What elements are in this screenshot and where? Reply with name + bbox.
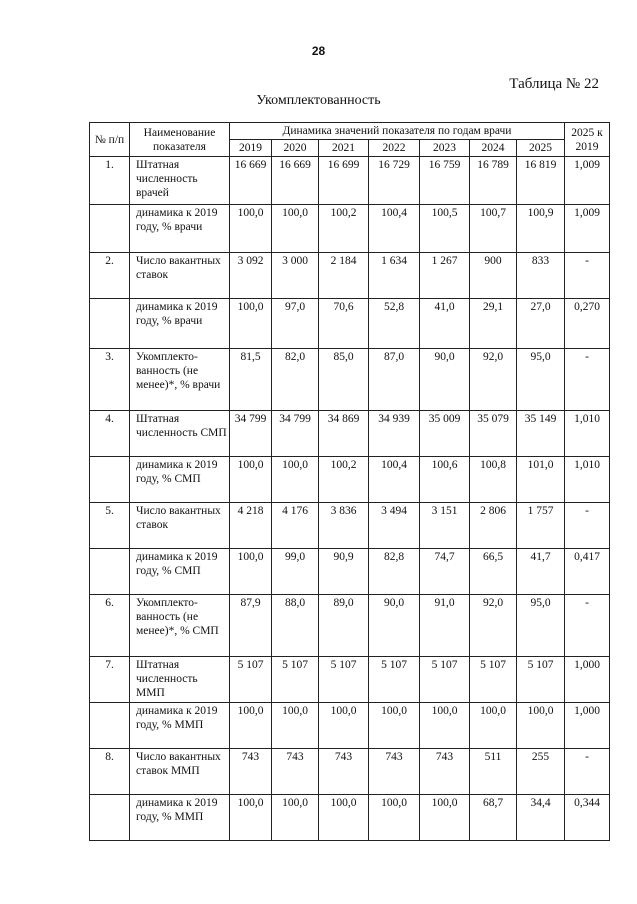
year-value-cell: 74,7 [420,549,470,595]
year-value-cell: 16 729 [369,157,420,205]
row-number-cell [90,205,130,253]
table-row [90,503,610,549]
year-value-cell: 95,0 [517,595,565,657]
header-year: 2024 [470,140,517,157]
year-value-cell: 100,7 [470,205,517,253]
year-value-cell: 92,0 [470,349,517,411]
year-value-cell: 2 184 [319,253,369,299]
year-value-cell: 100,2 [319,205,369,253]
year-value-cell: 66,5 [470,549,517,595]
year-value-cell: 16 699 [319,157,369,205]
table-row [90,595,610,657]
year-value-cell: 100,0 [272,703,319,749]
year-value-cell: 100,0 [272,457,319,503]
year-value-cell: 3 494 [369,503,420,549]
indicator-name-cell: динамика к 2019 году, % СМП [130,457,230,503]
indicator-name-cell: Укомплекто-ванность (не менее)*, % СМП [130,595,230,657]
year-value-cell: 5 107 [319,657,369,703]
year-value-cell: 5 107 [470,657,517,703]
table-label: Таблица № 22 [509,76,599,92]
row-number-cell: 1. [90,157,130,205]
year-value-cell: 100,8 [470,457,517,503]
year-value-cell: 743 [420,749,470,795]
year-value-cell: 41,7 [517,549,565,595]
header-year: 2019 [230,140,272,157]
indicator-name-cell: Число вакантных ставок [130,503,230,549]
year-value-cell: 99,0 [272,549,319,595]
year-value-cell: 82,8 [369,549,420,595]
year-value-cell: 255 [517,749,565,795]
year-value-cell: 35 079 [470,411,517,457]
row-number-cell: 4. [90,411,130,457]
year-value-cell: 35 149 [517,411,565,457]
table-row [90,411,610,457]
year-value-cell: 90,9 [319,549,369,595]
year-value-cell: 100,0 [369,795,420,841]
row-number-cell [90,549,130,595]
year-value-cell: 100,0 [272,205,319,253]
row-number-cell: 3. [90,349,130,411]
ratio-cell: 1,000 [565,657,610,703]
year-value-cell: 34 939 [369,411,420,457]
year-value-cell: 92,0 [470,595,517,657]
table-row [90,749,610,795]
year-value-cell: 3 092 [230,253,272,299]
year-value-cell: 100,0 [319,795,369,841]
year-value-cell: 100,0 [230,457,272,503]
row-number-cell: 8. [90,749,130,795]
year-value-cell: 68,7 [470,795,517,841]
year-value-cell: 1 634 [369,253,420,299]
year-value-cell: 100,0 [230,299,272,349]
indicator-name-cell: Число вакантных ставок ММП [130,749,230,795]
year-value-cell: 100,0 [319,703,369,749]
year-value-cell: 16 759 [420,157,470,205]
year-value-cell: 100,0 [230,205,272,253]
year-value-cell: 16 819 [517,157,565,205]
year-value-cell: 900 [470,253,517,299]
year-value-cell: 81,5 [230,349,272,411]
table-row [90,205,610,253]
year-value-cell: 34 799 [272,411,319,457]
year-value-cell: 91,0 [420,595,470,657]
year-value-cell: 5 107 [420,657,470,703]
indicator-name-cell: динамика к 2019 году, % врачи [130,205,230,253]
header-year: 2025 [517,140,565,157]
year-value-cell: 743 [369,749,420,795]
header-name: Наименование показателя [130,123,230,157]
header-ratio: 2025 к 2019 [565,123,610,157]
year-value-cell: 95,0 [517,349,565,411]
row-number-cell: 5. [90,503,130,549]
year-value-cell: 29,1 [470,299,517,349]
table-row [90,299,610,349]
indicator-name-cell: Штатная численность СМП [130,411,230,457]
document-title: Укомплектованность [256,93,381,108]
year-value-cell: 89,0 [319,595,369,657]
year-value-cell: 90,0 [420,349,470,411]
page-number: 28 [311,44,326,58]
year-value-cell: 100,0 [470,703,517,749]
ratio-cell: 1,009 [565,157,610,205]
table-row [90,157,610,205]
header-year: 2021 [319,140,369,157]
year-value-cell: 5 107 [272,657,319,703]
ratio-cell: 1,009 [565,205,610,253]
header-year: 2020 [272,140,319,157]
year-value-cell: 511 [470,749,517,795]
table-body [90,157,610,841]
year-value-cell: 100,0 [420,795,470,841]
year-value-cell: 100,0 [420,703,470,749]
row-number-cell: 7. [90,657,130,703]
year-value-cell: 100,0 [230,549,272,595]
table-row [90,795,610,841]
year-value-cell: 1 267 [420,253,470,299]
year-value-cell: 3 000 [272,253,319,299]
row-number-cell: 2. [90,253,130,299]
indicator-name-cell: динамика к 2019 году, % ММП [130,703,230,749]
year-value-cell: 35 009 [420,411,470,457]
year-value-cell: 87,9 [230,595,272,657]
header-row-1 [90,123,610,140]
row-number-cell: 6. [90,595,130,657]
table-row [90,253,610,299]
year-value-cell: 100,5 [420,205,470,253]
ratio-cell: 1,010 [565,411,610,457]
year-value-cell: 90,0 [369,595,420,657]
year-value-cell: 100,9 [517,205,565,253]
table-row [90,657,610,703]
indicator-name-cell: Штатная численность врачей [130,157,230,205]
header-dynamics: Динамика значений показателя по годам врачи [230,123,565,140]
year-value-cell: 27,0 [517,299,565,349]
ratio-cell: - [565,749,610,795]
row-number-cell [90,703,130,749]
year-value-cell: 16 669 [272,157,319,205]
year-value-cell: 100,6 [420,457,470,503]
year-value-cell: 833 [517,253,565,299]
year-value-cell: 34,4 [517,795,565,841]
ratio-cell: - [565,253,610,299]
header-year: 2023 [420,140,470,157]
year-value-cell: 88,0 [272,595,319,657]
ratio-cell: 1,010 [565,457,610,503]
table-row [90,703,610,749]
year-value-cell: 41,0 [420,299,470,349]
indicator-name-cell: Укомплекто-ванность (не менее)*, % врачи [130,349,230,411]
year-value-cell: 100,0 [369,703,420,749]
year-value-cell: 16 789 [470,157,517,205]
ratio-cell: 1,000 [565,703,610,749]
year-value-cell: 100,0 [230,703,272,749]
year-value-cell: 5 107 [369,657,420,703]
year-value-cell: 3 836 [319,503,369,549]
year-value-cell: 743 [272,749,319,795]
ratio-cell: 0,270 [565,299,610,349]
year-value-cell: 743 [319,749,369,795]
year-value-cell: 97,0 [272,299,319,349]
year-value-cell: 100,0 [272,795,319,841]
year-value-cell: 5 107 [517,657,565,703]
ratio-cell: 0,417 [565,549,610,595]
year-value-cell: 34 799 [230,411,272,457]
staffing-table [89,122,610,841]
year-value-cell: 100,0 [517,703,565,749]
indicator-name-cell: Штатная численность ММП [130,657,230,703]
ratio-cell: - [565,595,610,657]
year-value-cell: 100,4 [369,457,420,503]
ratio-cell: - [565,503,610,549]
year-value-cell: 70,6 [319,299,369,349]
row-number-cell [90,299,130,349]
year-value-cell: 82,0 [272,349,319,411]
ratio-cell: - [565,349,610,411]
table-row [90,549,610,595]
table-row [90,349,610,411]
indicator-name-cell: Число вакантных ставок [130,253,230,299]
year-value-cell: 87,0 [369,349,420,411]
indicator-name-cell: динамика к 2019 году, % СМП [130,549,230,595]
header-num: № п/п [90,123,130,157]
year-value-cell: 743 [230,749,272,795]
year-value-cell: 1 757 [517,503,565,549]
year-value-cell: 100,0 [230,795,272,841]
ratio-cell: 0,344 [565,795,610,841]
year-value-cell: 52,8 [369,299,420,349]
year-value-cell: 5 107 [230,657,272,703]
row-number-cell [90,457,130,503]
header-year: 2022 [369,140,420,157]
table-row [90,457,610,503]
indicator-name-cell: динамика к 2019 году, % врачи [130,299,230,349]
year-value-cell: 2 806 [470,503,517,549]
year-value-cell: 101,0 [517,457,565,503]
year-value-cell: 34 869 [319,411,369,457]
year-value-cell: 4 176 [272,503,319,549]
year-value-cell: 100,4 [369,205,420,253]
year-value-cell: 85,0 [319,349,369,411]
year-value-cell: 100,2 [319,457,369,503]
indicator-name-cell: динамика к 2019 году, % ММП [130,795,230,841]
year-value-cell: 16 669 [230,157,272,205]
year-value-cell: 4 218 [230,503,272,549]
row-number-cell [90,795,130,841]
year-value-cell: 3 151 [420,503,470,549]
